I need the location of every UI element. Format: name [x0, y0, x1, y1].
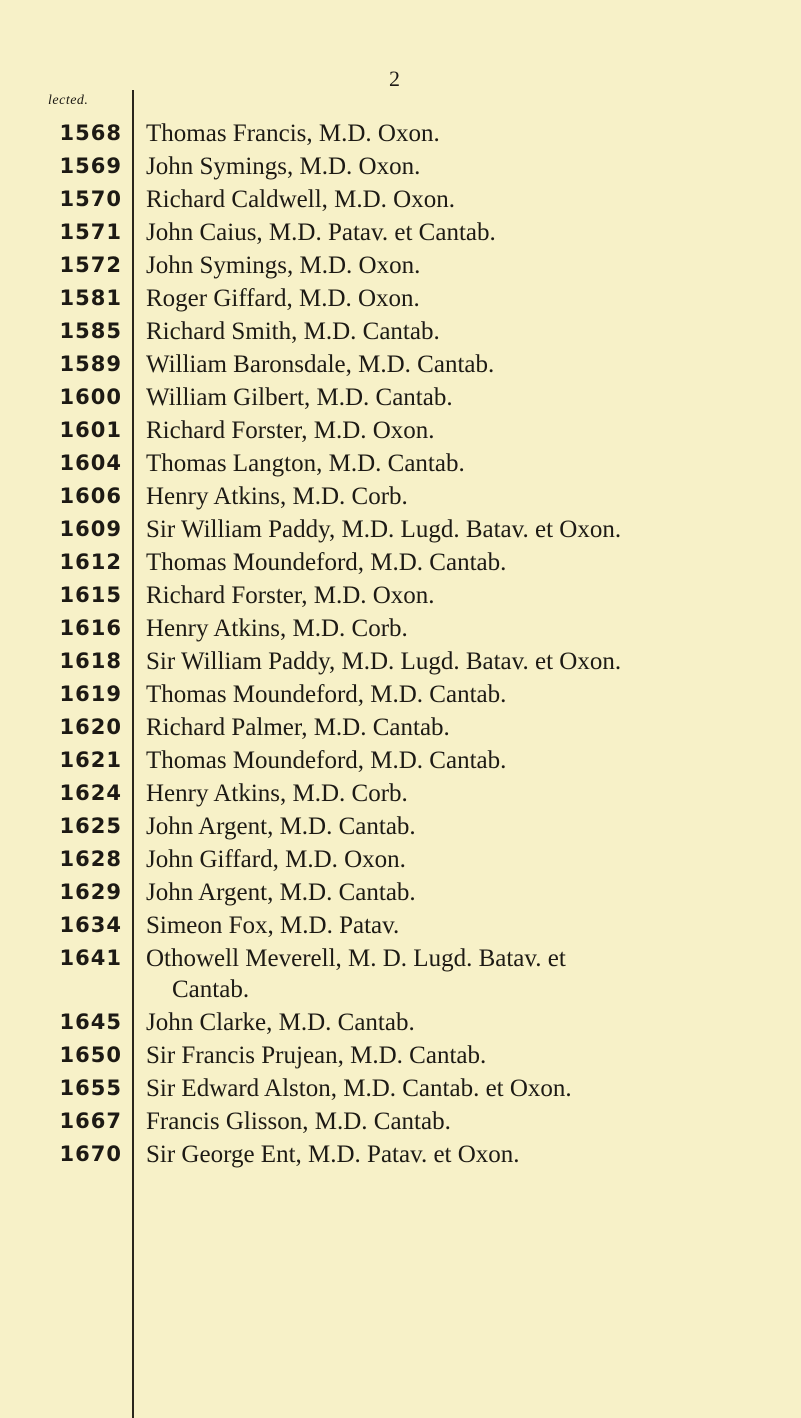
entry-name: John Giffard, M.D. Oxon. — [146, 846, 406, 873]
list-item — [0, 283, 801, 314]
presidents-list — [0, 118, 801, 1172]
entry-name: Thomas Langton, M.D. Cantab. — [146, 450, 465, 477]
entry-year: 1572 — [59, 253, 122, 277]
entry-year: 1606 — [59, 484, 122, 508]
list-item — [0, 1007, 801, 1038]
entry-year: 1581 — [59, 286, 122, 310]
list-item — [0, 679, 801, 710]
entry-name: Richard Forster, M.D. Oxon. — [146, 582, 435, 609]
entry-name: John Argent, M.D. Cantab. — [146, 879, 416, 906]
entry-year: 1641 — [59, 946, 122, 970]
entry-name: Thomas Moundeford, M.D. Cantab. — [146, 747, 507, 774]
entry-name: Thomas Moundeford, M.D. Cantab. — [146, 681, 507, 708]
list-item — [0, 118, 801, 149]
entry-year: 1585 — [59, 319, 122, 343]
entry-name: Sir Francis Prujean, M.D. Cantab. — [146, 1042, 487, 1069]
entry-year: 1570 — [59, 187, 122, 211]
entry-year: 1670 — [59, 1142, 122, 1166]
entry-year: 1628 — [59, 847, 122, 871]
entry-year: 1589 — [59, 352, 122, 376]
entry-name: Thomas Francis, M.D. Oxon. — [146, 120, 440, 147]
list-item — [0, 1106, 801, 1137]
entry-year: 1604 — [59, 451, 122, 475]
list-item — [0, 481, 801, 512]
entry-name: John Argent, M.D. Cantab. — [146, 813, 416, 840]
entry-name: Richard Caldwell, M.D. Oxon. — [146, 186, 455, 213]
entry-name: Richard Smith, M.D. Cantab. — [146, 318, 440, 345]
entry-year: 1645 — [59, 1010, 122, 1034]
list-item — [0, 184, 801, 215]
entry-year: 1612 — [59, 550, 122, 574]
entry-name: John Clarke, M.D. Cantab. — [146, 1009, 415, 1036]
list-item — [0, 811, 801, 842]
entry-year: 1616 — [59, 616, 122, 640]
list-item — [0, 943, 801, 1005]
list-item — [0, 250, 801, 281]
list-item — [0, 415, 801, 446]
entry-name: Sir William Paddy, M.D. Lugd. Batav. et Oxon. — [146, 648, 622, 675]
entry-name: John Symings, M.D. Oxon. — [146, 153, 421, 180]
entry-year: 1620 — [59, 715, 122, 739]
entry-name: Simeon Fox, M.D. Patav. — [146, 912, 400, 939]
entry-name: Sir William Paddy, M.D. Lugd. Batav. et Oxon. — [146, 516, 622, 543]
list-item — [0, 1139, 801, 1170]
list-item — [0, 613, 801, 644]
entry-name — [122, 943, 801, 1005]
list-item — [0, 844, 801, 875]
list-item — [0, 316, 801, 347]
entry-name: Francis Glisson, M.D. Cantab. — [146, 1108, 451, 1135]
entry-name: Sir George Ent, M.D. Patav. et Oxon. — [146, 1141, 520, 1168]
entry-name: Sir Edward Alston, M.D. Cantab. et Oxon. — [146, 1075, 572, 1102]
entry-year: 1615 — [59, 583, 122, 607]
entry-year: 1634 — [59, 913, 122, 937]
entry-name-line: Othowell Meverell, M. D. Lugd. Batav. et — [146, 945, 566, 972]
entry-name: Richard Palmer, M.D. Cantab. — [146, 714, 450, 741]
list-item — [0, 877, 801, 908]
column-header: lected. — [48, 93, 89, 108]
entry-year: 1568 — [59, 121, 122, 145]
entry-year: 1650 — [59, 1043, 122, 1067]
list-item — [0, 349, 801, 380]
entry-year: 1625 — [59, 814, 122, 838]
entry-year: 1601 — [59, 418, 122, 442]
entry-name: Henry Atkins, M.D. Corb. — [146, 780, 408, 807]
list-item — [0, 910, 801, 941]
entry-name: Henry Atkins, M.D. Corb. — [146, 483, 408, 510]
entry-year: 1667 — [59, 1109, 122, 1133]
entry-name: Thomas Moundeford, M.D. Cantab. — [146, 549, 507, 576]
list-item — [0, 778, 801, 809]
list-item — [0, 514, 801, 545]
list-item — [0, 745, 801, 776]
entry-year: 1655 — [59, 1076, 122, 1100]
list-item — [0, 1040, 801, 1071]
entry-name: John Symings, M.D. Oxon. — [146, 252, 421, 279]
entry-year: 1600 — [59, 385, 122, 409]
entry-name: Roger Giffard, M.D. Oxon. — [146, 285, 420, 312]
entry-year: 1619 — [59, 682, 122, 706]
entry-name: John Caius, M.D. Patav. et Cantab. — [146, 219, 496, 246]
list-item — [0, 217, 801, 248]
list-item — [0, 646, 801, 677]
entry-year: 1621 — [59, 748, 122, 772]
list-item — [0, 1073, 801, 1104]
entry-year: 1571 — [59, 220, 122, 244]
entry-year: 1618 — [59, 649, 122, 673]
list-item — [0, 151, 801, 182]
entry-name: William Gilbert, M.D. Cantab. — [146, 384, 453, 411]
list-item — [0, 547, 801, 578]
entry-name-continuation: Cantab. — [172, 976, 250, 1003]
list-item — [0, 712, 801, 743]
entry-name: Henry Atkins, M.D. Corb. — [146, 615, 408, 642]
list-item — [0, 382, 801, 413]
entry-year: 1624 — [59, 781, 122, 805]
entry-name: Richard Forster, M.D. Oxon. — [146, 417, 435, 444]
entry-year: 1569 — [59, 154, 122, 178]
entry-name: William Baronsdale, M.D. Cantab. — [146, 351, 495, 378]
list-item — [0, 448, 801, 479]
entry-year: 1629 — [59, 880, 122, 904]
entry-year: 1609 — [59, 517, 122, 541]
list-item — [0, 580, 801, 611]
page-number: 2 — [389, 66, 400, 91]
